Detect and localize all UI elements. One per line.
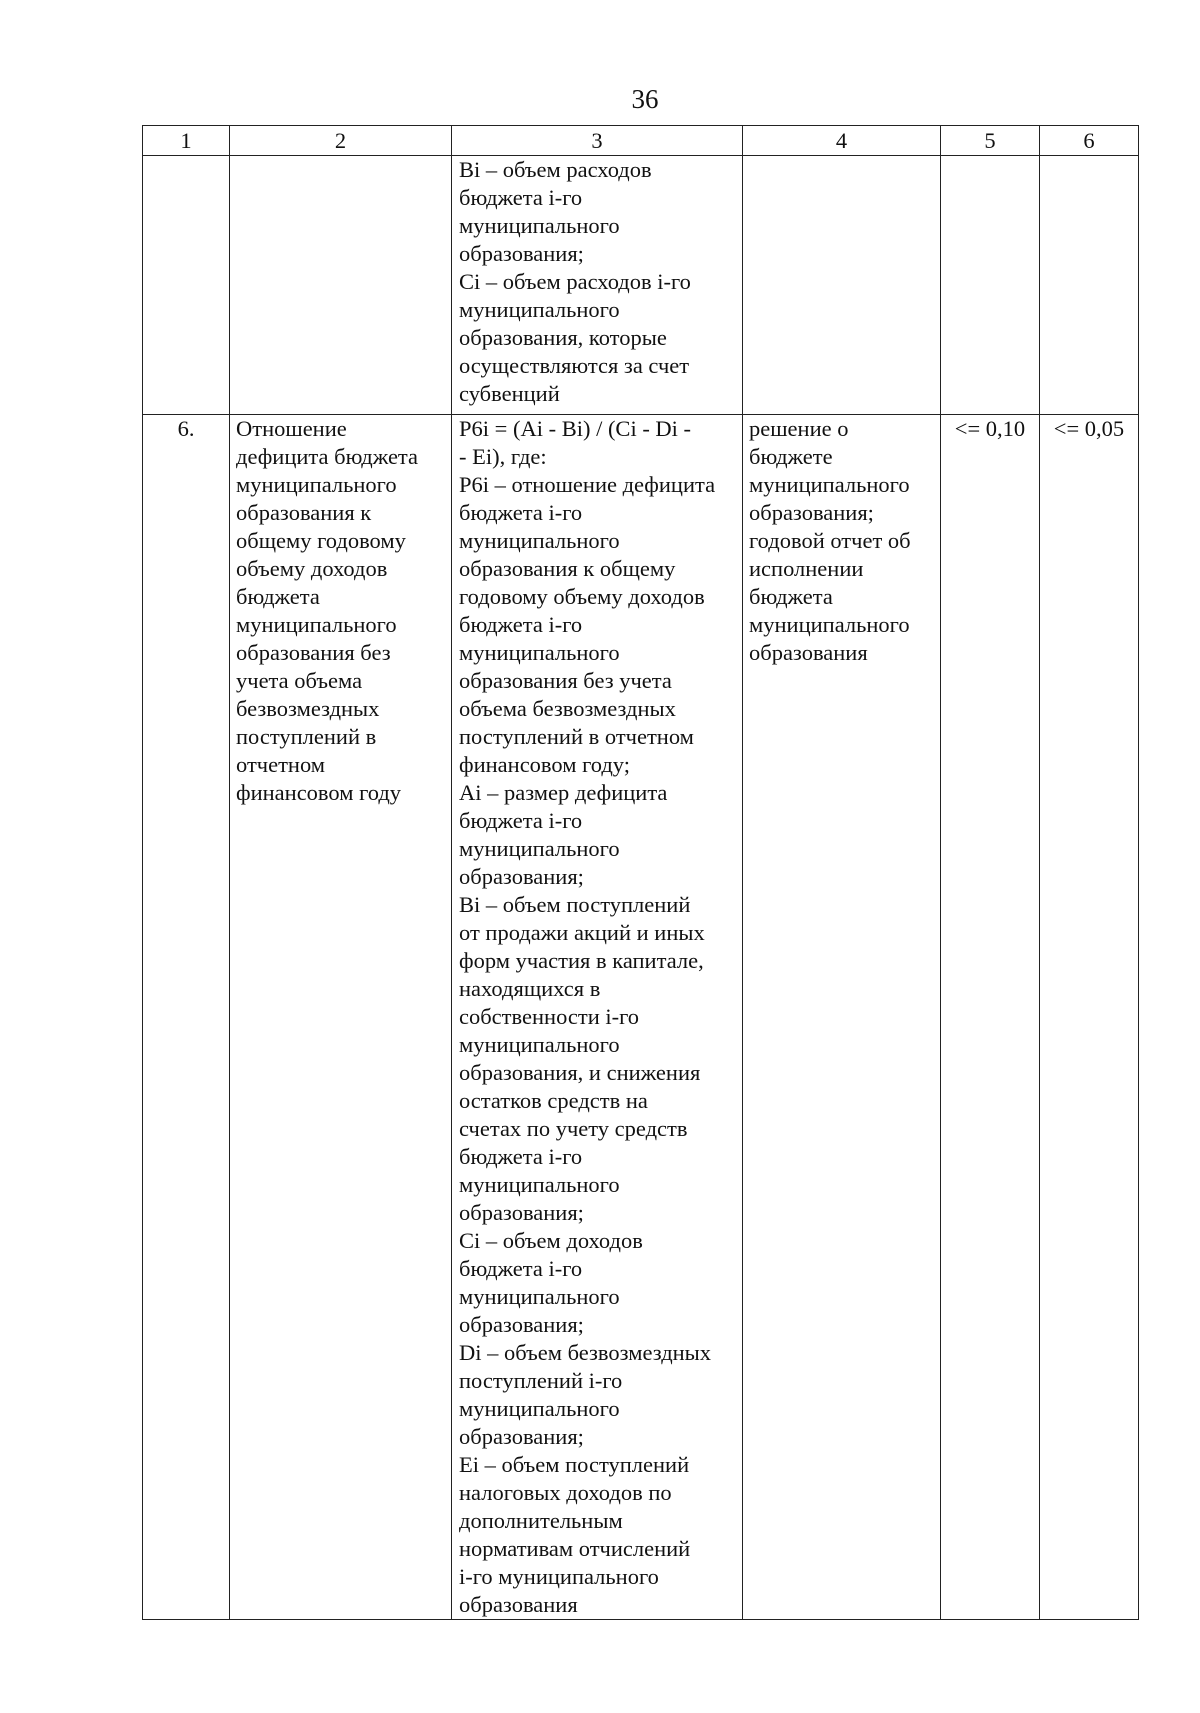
cell-text-line: дефицита бюджета <box>236 444 419 469</box>
cell-text-line: муниципального <box>459 528 620 553</box>
cell-text-line: дополнительным <box>459 1508 623 1533</box>
cell-text-line: финансовом году; <box>459 752 631 777</box>
cell-text-line: Bi – объем расходов <box>459 157 652 182</box>
cell-text-line: бюджета i-го <box>459 808 583 833</box>
cell-text-line: Ci – объем расходов i-го <box>459 269 691 294</box>
cell-text-line: образования <box>459 1592 578 1617</box>
cell-text-line: образования к общему <box>459 556 676 581</box>
cell-text-line: муниципального <box>459 1172 620 1197</box>
cell-text-line: i-го муниципального <box>459 1564 659 1589</box>
cell-text-line: образования; <box>459 241 584 266</box>
cell-text-line: образования; <box>749 500 874 525</box>
cell-text-line: образования; <box>459 864 584 889</box>
cell-indicator-name <box>230 156 452 415</box>
cell-text-line: муниципального <box>459 213 620 238</box>
cell-threshold-2: <= 0,05 <box>1040 415 1139 1620</box>
cell-text-line: форм участия в капитале, <box>459 948 704 973</box>
cell-text-line: поступлений i-го <box>459 1368 623 1393</box>
header-cell: 2 <box>230 126 452 156</box>
cell-source <box>743 415 941 1620</box>
cell-number <box>143 156 230 415</box>
cell-text-line: годовому объему доходов <box>459 584 705 609</box>
cell-text-line: субвенций <box>459 381 560 406</box>
cell-text-line: бюджета i-го <box>459 612 583 637</box>
cell-formula <box>452 415 743 1620</box>
cell-text-line: отчетном <box>236 752 326 777</box>
cell-text-line: образования, которые <box>459 325 667 350</box>
cell-text-line: финансовом году <box>236 780 402 805</box>
cell-text-line: муниципального <box>459 640 620 665</box>
header-cell: 5 <box>941 126 1040 156</box>
cell-text-line: объема безвозмездных <box>459 696 676 721</box>
cell-text-line: безвозмездных <box>236 696 380 721</box>
table-row-continuation <box>143 156 1139 415</box>
cell-text-line: от продажи акций и иных <box>459 920 705 945</box>
cell-text-line: решение о <box>749 416 849 441</box>
cell-text-line: собственности i-го <box>459 1004 640 1029</box>
cell-text-line: Отношение <box>236 416 347 441</box>
cell-text-line: налоговых доходов по <box>459 1480 672 1505</box>
header-cell: 1 <box>143 126 230 156</box>
cell-text-line: образования без <box>236 640 391 665</box>
cell-threshold-2 <box>1040 156 1139 415</box>
cell-text-line: P6i = (Ai - Bi) / (Ci - Di - <box>459 416 692 441</box>
cell-text-line: счетах по учету средств <box>459 1116 688 1141</box>
cell-text-line: бюджета <box>749 584 833 609</box>
cell-text-line: муниципального <box>459 836 620 861</box>
cell-text-line: бюджете <box>749 444 833 469</box>
cell-source <box>743 156 941 415</box>
cell-text-line: поступлений в <box>236 724 377 749</box>
cell-number: 6. <box>143 415 230 1620</box>
cell-text-line: Ai – размер дефицита <box>459 780 668 805</box>
cell-text-line: общему годовому <box>236 528 406 553</box>
cell-text-line: бюджета i-го <box>459 1256 583 1281</box>
cell-text-line: муниципального <box>749 472 910 497</box>
cell-text-line: осуществляются за счет <box>459 353 690 378</box>
cell-text-line: образования, и снижения <box>459 1060 701 1085</box>
cell-threshold-1: <= 0,10 <box>941 415 1040 1620</box>
cell-text-line: образования; <box>459 1200 584 1225</box>
cell-text-line: бюджета i-го <box>459 500 583 525</box>
page-number: 36 <box>631 84 659 114</box>
table-row-6 <box>143 415 1139 1620</box>
cell-text-line: Di – объем безвозмездных <box>459 1340 712 1365</box>
cell-text-line: исполнении <box>749 556 864 581</box>
indicator-table <box>142 125 1139 1620</box>
cell-text-line: муниципального <box>459 1396 620 1421</box>
cell-text-line: муниципального <box>749 612 910 637</box>
cell-text-line: бюджета i-го <box>459 1144 583 1169</box>
cell-text-line: бюджета i-го <box>459 185 583 210</box>
cell-text-line: нормативам отчислений <box>459 1536 691 1561</box>
cell-text-line: находящихся в <box>459 976 601 1001</box>
cell-text-line: образования <box>749 640 868 665</box>
table-header-row <box>143 126 1139 156</box>
header-cell: 3 <box>452 126 743 156</box>
cell-text-line: Ci – объем доходов <box>459 1228 643 1253</box>
cell-text-line: муниципального <box>236 612 397 637</box>
cell-text-line: - Ei), где: <box>459 444 547 469</box>
cell-text-line: учета объема <box>236 668 363 693</box>
cell-text-line: образования без учета <box>459 668 672 693</box>
cell-formula <box>452 156 743 415</box>
cell-text-line: поступлений в отчетном <box>459 724 694 749</box>
cell-threshold-1 <box>941 156 1040 415</box>
cell-text-line: муниципального <box>459 1284 620 1309</box>
cell-text-line: муниципального <box>236 472 397 497</box>
cell-text-line: Ei – объем поступлений <box>459 1452 690 1477</box>
cell-text-line: образования к <box>236 500 372 525</box>
header-cell: 6 <box>1040 126 1139 156</box>
header-cell: 4 <box>743 126 941 156</box>
cell-text-line: P6i – отношение дефицита <box>459 472 716 497</box>
cell-text-line: муниципального <box>459 1032 620 1057</box>
cell-text-line: остатков средств на <box>459 1088 648 1113</box>
cell-text-line: годовой отчет об <box>749 528 911 553</box>
cell-text-line: объему доходов <box>236 556 388 581</box>
cell-text-line: бюджета <box>236 584 320 609</box>
cell-text-line: образования; <box>459 1312 584 1337</box>
cell-text-line: образования; <box>459 1424 584 1449</box>
cell-text-line: Bi – объем поступлений <box>459 892 691 917</box>
cell-text-line: муниципального <box>459 297 620 322</box>
cell-indicator-name <box>230 415 452 1620</box>
